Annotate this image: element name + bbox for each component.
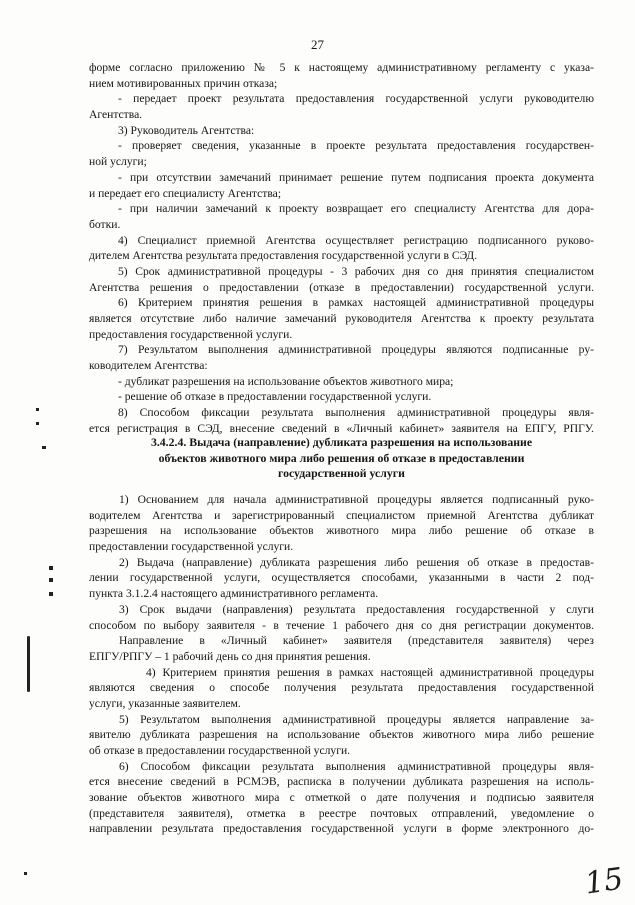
text-line: явителю дубликата разрешения на использование объектов животного мира либо решение bbox=[89, 728, 594, 742]
text-line: 7) Результатом выполнения административной процедуры являются подписанные ру- bbox=[118, 343, 594, 357]
procedure-text-upper bbox=[89, 60, 594, 437]
scan-mark bbox=[27, 636, 30, 692]
text-line: - передает проект результата предоставления государственной услуги руководителю bbox=[118, 92, 594, 106]
text-line: 6) Критерием принятия решения в рамках настоящей административной процедуры bbox=[118, 296, 594, 310]
text-line: способом по выбору заявителя - в течение 1 рабочего дня со дня регистрации документов. bbox=[89, 618, 594, 632]
procedure-text-lower bbox=[89, 492, 594, 837]
text-line: ется регистрация в СЭД, внесение сведений в «Личный кабинет» заявителя на ЕПГУ, РПГУ. bbox=[89, 421, 594, 435]
scan-mark bbox=[49, 578, 53, 582]
heading-line: объектов животного мира либо решения об отказе в предоставлении bbox=[158, 450, 525, 465]
text-line: - при отсутствии замечаний принимает решение путем подписания проекта документа bbox=[118, 170, 594, 184]
text-line: предоставлении государственной услуги. bbox=[89, 540, 294, 554]
text-line: - решение об отказе в предоставлении государственной услуги. bbox=[118, 390, 432, 404]
text-line: - проверяет сведения, указанные в проекте результата предоставления государствен- bbox=[118, 139, 594, 153]
text-line: ботки. bbox=[89, 217, 121, 231]
scan-mark bbox=[42, 446, 46, 449]
text-line: и передает его специалисту Агентства; bbox=[89, 186, 282, 200]
text-line: Направление в «Личный кабинет» заявителя (представителя заявителя) через bbox=[119, 634, 594, 648]
text-line: 8) Способом фиксации результата выполнения административной процедуры явля- bbox=[118, 406, 594, 420]
text-line: (представителя заявителя), отметка в реестре почтовых отправлений, уведомление о bbox=[89, 806, 594, 820]
text-line: услуги, указанные заявителем. bbox=[89, 696, 241, 710]
text-line: 4) Специалист приемной Агентства осуществляет регистрацию подписанного руково- bbox=[118, 233, 594, 247]
scan-mark bbox=[49, 592, 53, 596]
page-number: 27 bbox=[311, 37, 324, 52]
text-line: является отсутствие либо наличие замечаний руководителя Агентства к проекту результата bbox=[89, 312, 594, 325]
scan-mark bbox=[36, 422, 39, 425]
text-line: предоставления государственной услуги. bbox=[89, 327, 293, 341]
text-line: Агентства решения о предоставлении (отказе в предоставлении) государственной услуги. bbox=[89, 280, 594, 294]
text-line: об отказе в предоставлении государственной услуги. bbox=[89, 744, 351, 757]
text-line: 1) Основанием для начала административной процедуры является подписанный руко- bbox=[119, 493, 594, 506]
scan-mark bbox=[49, 566, 53, 570]
text-line: - дубликат разрешения на использование объектов животного мира; bbox=[118, 374, 454, 388]
text-line: пункта 3.1.2.4 настоящего административного регламента. bbox=[89, 587, 379, 601]
text-line: ется внесение сведений в РСМЭВ, расписка в получении дубликата разрешения на исполь- bbox=[89, 775, 594, 789]
text-line: дителем Агентства результата предоставления государственной услуги в СЭД. bbox=[89, 249, 478, 263]
text-line: 6) Способом фиксации результата выполнения административной процедуры явля- bbox=[119, 759, 594, 773]
heading-line: 3.4.2.4. Выдача (направление) дубликата разрешения на использование bbox=[150, 435, 533, 449]
text-line: 4) Критерием принятия решения в рамках настоящей административной процедуры bbox=[146, 665, 594, 679]
text-line: водителем Агентства и зарегистрированный специалистом приемной Агентства дубликат bbox=[89, 508, 594, 522]
text-line: 5) Срок административной процедуры - 3 рабочих дня со дня принятия специалистом bbox=[118, 264, 594, 278]
text-line: Агентства. bbox=[89, 108, 143, 122]
text-line: 3) Руководитель Агентства: bbox=[118, 123, 255, 137]
text-line: разрешения на использование объектов животного мира либо решение об отказе в bbox=[89, 524, 594, 538]
scan-mark bbox=[24, 872, 27, 875]
heading-line: государственной услуги bbox=[278, 466, 405, 481]
text-line: 3) Срок выдачи (направления) результата предоставления государственной у слуги bbox=[119, 602, 594, 616]
handwritten-page-mark: 15 bbox=[582, 861, 626, 902]
text-line: нием мотивированных причин отказа; bbox=[89, 76, 278, 90]
text-line: 5) Результатом выполнения административной процедуры является направление за- bbox=[119, 712, 594, 726]
text-line: направлении результата предоставления государственной услуги в форме электронного до- bbox=[89, 822, 594, 836]
text-line: лении государственной услуги, осуществляется способами, указанными в части 2 под- bbox=[89, 571, 594, 585]
scan-mark bbox=[36, 408, 39, 411]
text-line: зование объектов животного мира с отметкой о дате получения и подписью заявителя bbox=[89, 791, 594, 805]
text-line: ководителем Агентства: bbox=[89, 359, 208, 373]
text-line: ной услуги; bbox=[89, 155, 147, 169]
section-heading bbox=[89, 435, 594, 482]
text-line: форме согласно приложению № 5 к настоящему административному регламенту с указа- bbox=[89, 61, 594, 74]
text-line: - при наличии замечаний к проекту возвращает его специалисту Агентства для дора- bbox=[118, 202, 594, 216]
text-line: ЕПГУ/РПГУ – 1 рабочий день со дня принятия решения. bbox=[89, 649, 371, 663]
text-line: 2) Выдача (направление) дубликата разрешения либо решения об отказе в предостав- bbox=[119, 555, 594, 569]
text-line: являются сведения о способе получения результата предоставления государственной bbox=[89, 681, 594, 695]
